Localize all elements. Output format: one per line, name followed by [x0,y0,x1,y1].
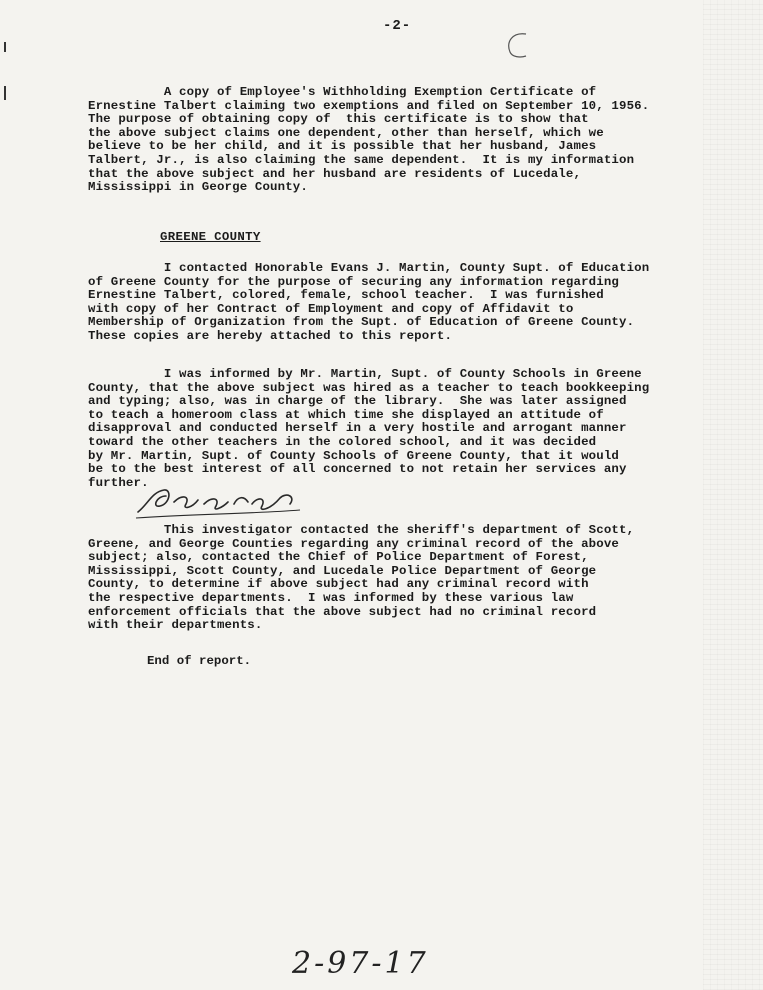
paragraph-greene-county-contact: I contacted Honorable Evans J. Martin, County Supt. of Education of Greene County for the purpose of securing any information regarding Ernestine Talbert, colored, female, school teacher. I was furnished with copy of her Contract of Employment and copy of Affidavit to Membership of Organization from the Supt. of Education of Greene County. These copies are hereby attached to this report. [88,261,650,343]
end-of-report: End of report. [147,654,252,668]
page-number: -2- [383,18,412,34]
paragraph-martin-information: I was informed by Mr. Martin, Supt. of County Schools in Greene County, that the above subject was hired as a teacher to teach bookkeeping and typing; also, was in charge of the library. She was later assigned to teach a homeroom class at which time she displayed an attitude of disapproval and conducted herself in a very hostile and arrogant manner toward the other teachers in the colored school, and it was decided by Mr. Martin, Supt. of County Schools of Greene County, that it would be to the best interest of all concerned to not retain her services any further. [88,367,650,490]
paragraph-withholding-certificate: A copy of Employee's Withholding Exemption Certificate of Ernestine Talbert claiming two exemptions and filed on September 10, 1956. The purpose of obtaining copy of this certificate is to show that the above subject claims one dependent, other than herself, which we believe to be her child, and it is possible that her husband, James Talbert, Jr., is also claiming the same dependent. It is my information that the above subject and her husband are residents of Lucedale, Mississippi in George County. [88,85,650,195]
scan-edge-mark [4,86,6,100]
scan-edge-noise [703,0,763,990]
section-heading: GREENE COUNTY [160,230,261,244]
scan-edge-mark [4,42,6,52]
handwritten-file-number: 2-97-17 [292,946,429,981]
stray-pen-mark [500,28,532,62]
handwritten-annotation [130,474,305,524]
paragraph-criminal-record-check: This investigator contacted the sheriff's department of Scott, Greene, and George Counties regarding any criminal record of the above subject; also, contacted the Chief of Police Department of Forest, Mississippi, Scott County, and Lucedale Police Department of George County, to determine if above subject had any criminal record with the respective departments. I was informed by these various law enforcement officials that the above subject had no criminal record with their departments. [88,523,635,633]
